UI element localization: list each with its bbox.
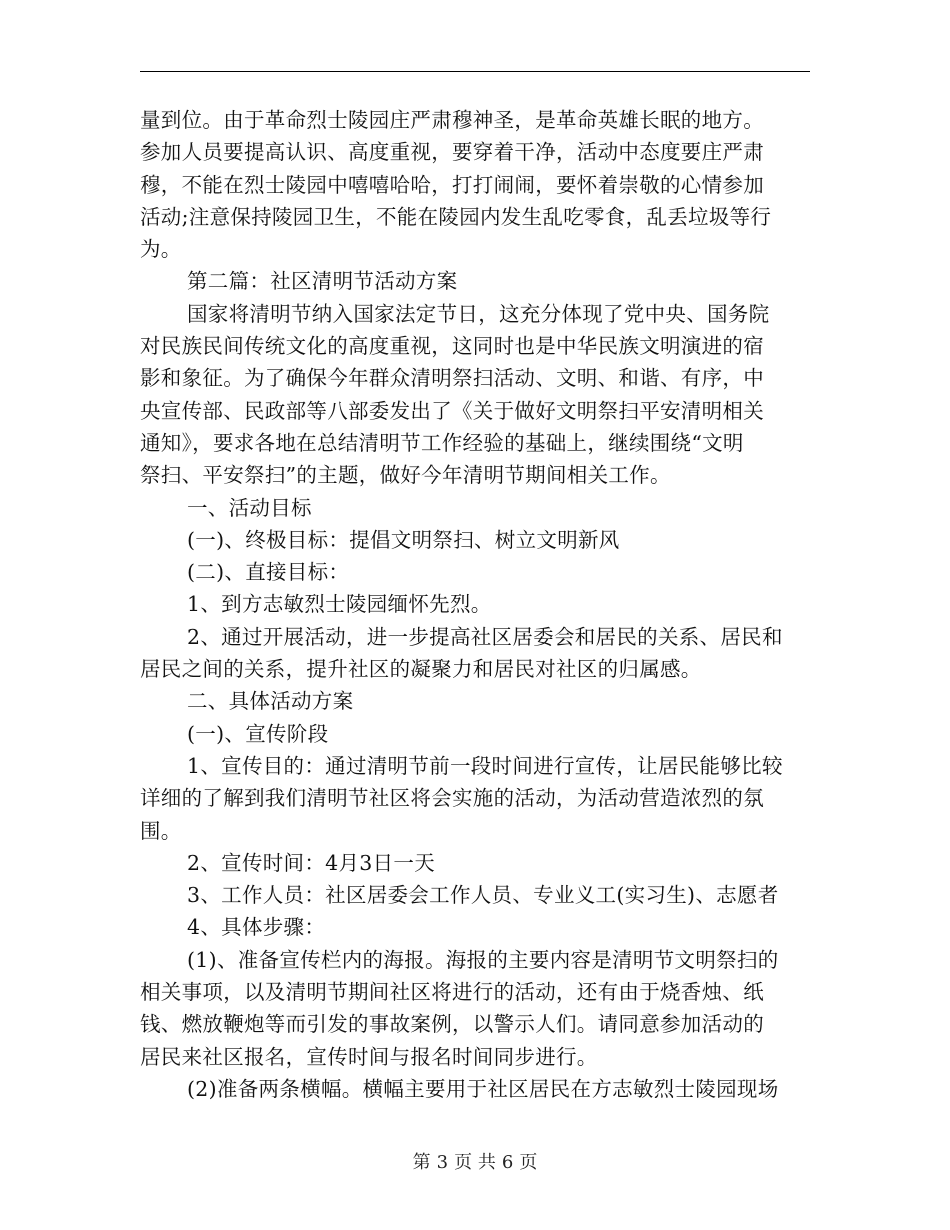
text-line: 祭扫、平安祭扫”的主题，做好今年清明节期间相关工作。 [140, 463, 671, 488]
text-line: (一)、宣传阶段 [187, 721, 329, 746]
text-line: (二)、直接目标： [187, 560, 350, 585]
text-line: 为。 [140, 237, 182, 262]
footer-total-pages: 6 [501, 1152, 514, 1173]
text-line: (1)、准备宣传栏内的海报。海报的主要内容是清明节文明祭扫的 [187, 947, 779, 972]
footer-middle: 页 共 [454, 1152, 496, 1173]
text-line: 二、具体活动方案 [187, 689, 354, 714]
text-line: 穆，不能在烈士陵园中嘻嘻哈哈，打打闹闹，要怀着崇敬的心情参加 [140, 172, 764, 197]
text-line: 通知》，要求各地在总结清明节工作经验的基础上，继续围绕“文明 [140, 430, 744, 455]
page-footer [0, 1148, 950, 1174]
footer-page-number: 3 [436, 1152, 449, 1173]
header-rule [140, 71, 810, 72]
text-line: 对民族民间传统文化的高度重视，这同时也是中华民族文明演进的宿 [140, 334, 764, 359]
text-line: 居民来社区报名，宣传时间与报名时间同步进行。 [140, 1044, 598, 1069]
text-line: 居民之间的关系，提升社区的凝聚力和居民对社区的归属感。 [140, 657, 702, 682]
text-line: (2)准备两条横幅。横幅主要用于社区居民在方志敏烈士陵园现场 [187, 1076, 779, 1101]
text-line: 4、具体步骤： [187, 915, 326, 940]
text-line: 第二篇：社区清明节活动方案 [187, 269, 458, 294]
document-body [140, 104, 812, 1105]
text-line: 2、通过开展活动，进一步提高社区居委会和居民的关系、居民和 [187, 624, 783, 649]
text-line: 参加人员要提高认识、高度重视，要穿着干净，活动中态度要庄严肃 [140, 140, 764, 165]
text-line: 相关事项，以及清明节期间社区将进行的活动，还有由于烧香烛、纸 [140, 980, 764, 1005]
text-line: 钱、燃放鞭炮等而引发的事故案例，以警示人们。请同意参加活动的 [140, 1012, 764, 1037]
text-line: 央宣传部、民政部等八部委发出了《关于做好文明祭扫平安清明相关 [140, 398, 764, 423]
text-line: 影和象征。为了确保今年群众清明祭扫活动、文明、和谐、有序，中 [140, 366, 764, 391]
text-line: 国家将清明节纳入国家法定节日，这充分体现了党中央、国务院 [187, 301, 770, 326]
text-line: 一、活动目标 [187, 495, 312, 520]
text-line: 1、宣传目的：通过清明节前一段时间进行宣传，让居民能够比较 [187, 753, 783, 778]
text-line: 2、宣传时间：4月3日一天 [187, 850, 436, 875]
text-line: 量到位。由于革命烈士陵园庄严肃穆神圣，是革命英雄长眠的地方。 [140, 108, 764, 132]
text-line: 活动;注意保持陵园卫生，不能在陵园内发生乱吃零食，乱丢垃圾等行 [140, 204, 772, 229]
text-line: 围。 [140, 818, 182, 843]
text-line: 3、工作人员：社区居委会工作人员、专业义工(实习生)、志愿者 [187, 883, 779, 908]
text-line: (一)、终极目标：提倡文明祭扫、树立文明新风 [187, 527, 620, 552]
text-line: 1、到方志敏烈士陵园缅怀先烈。 [187, 592, 492, 617]
footer-suffix: 页 [519, 1152, 538, 1173]
text-line: 详细的了解到我们清明节社区将会实施的活动，为活动营造浓烈的氛 [140, 786, 764, 811]
footer-prefix: 第 [412, 1152, 431, 1173]
